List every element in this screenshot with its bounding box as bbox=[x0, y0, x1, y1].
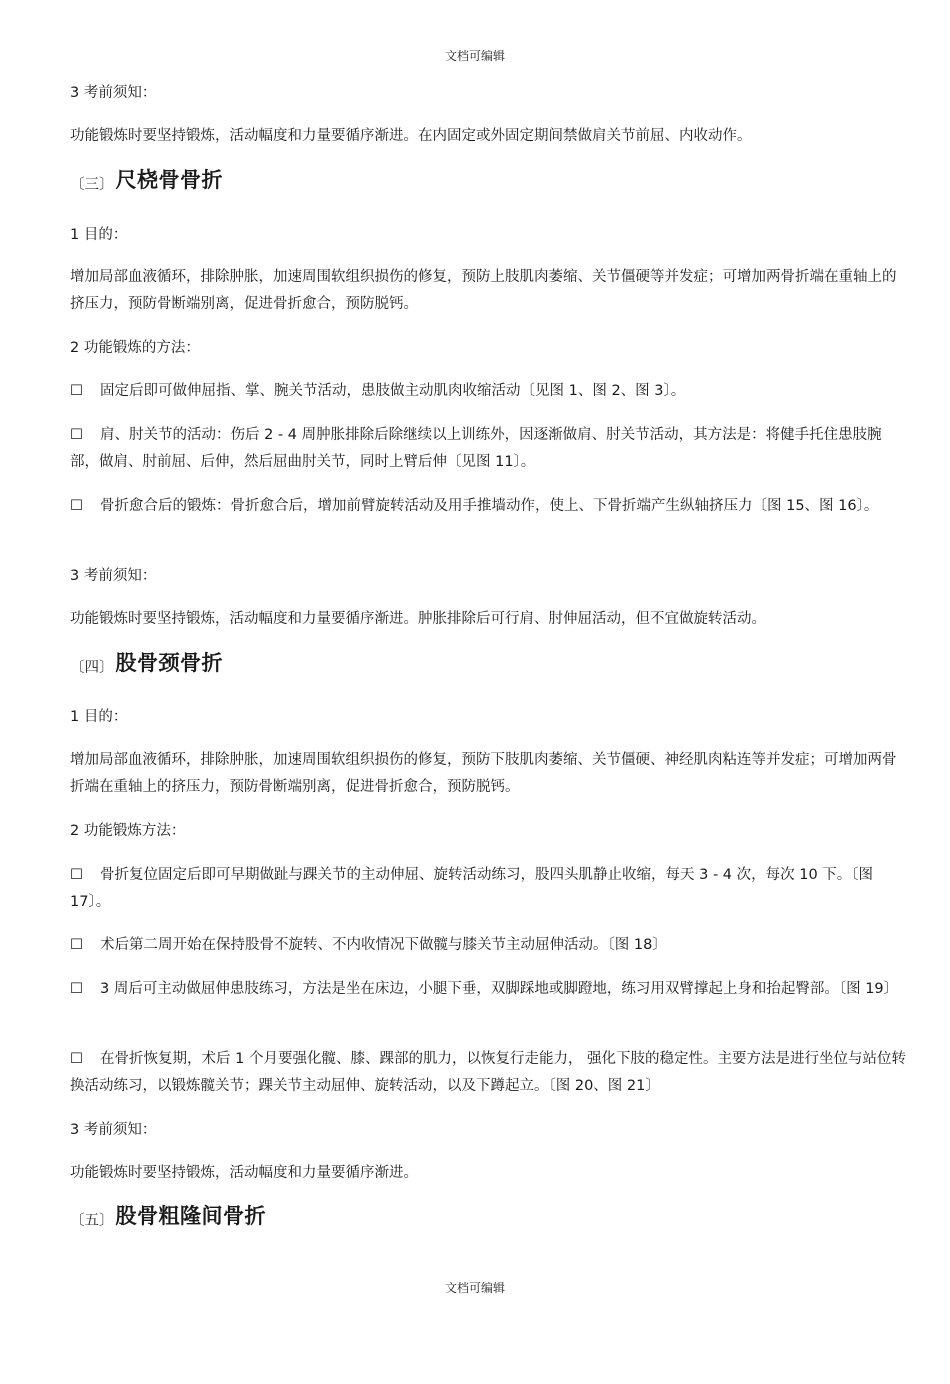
list-item-text: 固定后即可做伸屈指、掌、腕关节活动，患肢做主动肌肉收缩活动〔见图 1、图 2、图 3〕。 bbox=[100, 383, 686, 399]
checkbox-icon: ☐ bbox=[70, 981, 83, 997]
paragraph: 功能锻炼时要坚持锻炼，活动幅度和力量要循序渐进。在内固定或外固定期间禁做肩关节前屈、内收动作。 bbox=[70, 128, 752, 144]
notes-heading: 3 考前须知： bbox=[70, 85, 157, 101]
list-item bbox=[70, 976, 908, 1003]
method-heading: 2 功能锻炼方法： bbox=[70, 823, 186, 839]
section-number: 〔四〕 bbox=[70, 660, 114, 676]
purpose-heading: 1 目的： bbox=[70, 709, 128, 725]
checkbox-icon: ☐ bbox=[70, 1051, 83, 1067]
section-title: 股骨颈骨折 bbox=[115, 651, 223, 675]
section-number: 〔三〕 bbox=[70, 177, 114, 193]
section-heading-4 bbox=[70, 647, 223, 677]
section-heading-3 bbox=[70, 164, 223, 194]
list-item-text: 3 周后可主动做屈伸患肢练习，方法是坐在床边，小腿下垂，双脚踩地或脚蹬地，练习用双臂撑起上身和抬起臀部。〔图 19〕 bbox=[100, 981, 899, 997]
list-item bbox=[70, 378, 908, 405]
paragraph: 增加局部血液循环，排除肿胀，加速周围软组织损伤的修复，预防上肢肌肉萎缩、关节僵硬等并发症；可增加两骨折端在重轴上的挤压力，预防骨断端别离，促进骨折愈合，预防脱钙。 bbox=[70, 269, 897, 312]
page-footer: 文档可编辑 bbox=[444, 1281, 505, 1295]
checkbox-icon: ☐ bbox=[70, 937, 83, 953]
paragraph: 增加局部血液循环，排除肿胀，加速周围软组织损伤的修复，预防下肢肌肉萎缩、关节僵硬、神经肌肉粘连等并发症；可增加两骨折端在重轴上的挤压力，预防骨断端别离，促进骨折愈合，预防脱钙。 bbox=[70, 752, 897, 795]
checkbox-icon: ☐ bbox=[70, 498, 83, 514]
section-title: 股骨粗隆间骨折 bbox=[115, 1204, 266, 1228]
list-item-text: 术后第二周开始在保持股骨不旋转、不内收情况下做髋与膝关节主动屈伸活动。〔图 18〕 bbox=[100, 937, 667, 953]
page-header: 文档可编辑 bbox=[444, 49, 505, 63]
section-title: 尺桡骨骨折 bbox=[115, 168, 223, 192]
list-item bbox=[70, 422, 908, 476]
list-item-text: 在骨折恢复期，术后 1 个月要强化髋、膝、踝部的肌力，以恢复行走能力， 强化下肢的稳定性。主要方法是进行坐位与站位转换活动练习，以锻炼髋关节；踝关节主动屈伸、旋转活动，以及下蹲起立。〔图 20、图 21〕 bbox=[70, 1051, 907, 1094]
list-item-text: 肩、肘关节的活动：伤后 2 - 4 周肿胀排除后除继续以上训练外，因逐渐做肩、肘关节活动，其方法是：将健手托住患肢腕部，做肩、肘前屈、后伸，然后屈曲肘关节，同时上臂后伸〔见图 11〕。 bbox=[70, 427, 882, 470]
checkbox-icon: ☐ bbox=[70, 867, 83, 883]
paragraph: 功能锻炼时要坚持锻炼，活动幅度和力量要循序渐进。 bbox=[70, 1165, 418, 1181]
list-item-text: 骨折愈合后的锻炼：骨折愈合后，增加前臂旋转活动及用手推墙动作，使上、下骨折端产生纵轴挤压力〔图 15、图 16〕。 bbox=[100, 498, 879, 514]
notes-heading: 3 考前须知： bbox=[70, 568, 157, 584]
section-number: 〔五〕 bbox=[70, 1213, 114, 1229]
list-item-text: 骨折复位固定后即可早期做趾与踝关节的主动伸屈、旋转活动练习，股四头肌静止收缩，每天 3 - 4 次，每次 10 下。〔图 17〕。 bbox=[70, 867, 874, 910]
checkbox-icon: ☐ bbox=[70, 427, 83, 443]
purpose-heading: 1 目的： bbox=[70, 227, 128, 243]
list-item bbox=[70, 932, 908, 959]
paragraph: 功能锻炼时要坚持锻炼，活动幅度和力量要循序渐进。肿胀排除后可行肩、肘伸屈活动，但不宜做旋转活动。 bbox=[70, 611, 766, 627]
list-item bbox=[70, 493, 908, 520]
list-item bbox=[70, 862, 908, 916]
section-heading-5 bbox=[70, 1200, 266, 1230]
checkbox-icon: ☐ bbox=[70, 383, 83, 399]
list-item bbox=[70, 1046, 908, 1100]
notes-heading: 3 考前须知： bbox=[70, 1122, 157, 1138]
method-heading: 2 功能锻炼的方法： bbox=[70, 340, 200, 356]
